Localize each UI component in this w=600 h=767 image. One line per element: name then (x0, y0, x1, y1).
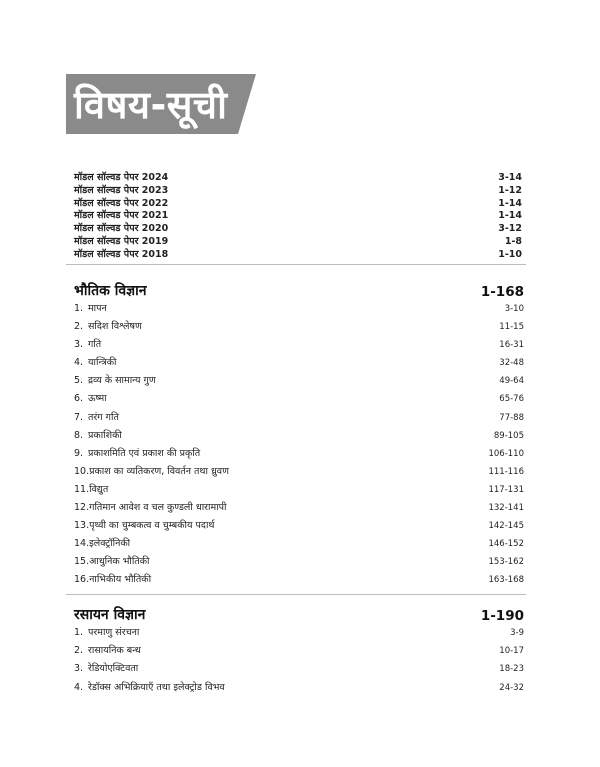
toc-item-label: इलेक्ट्रॉनिकी (89, 538, 131, 550)
toc-item-pages: 18-23 (499, 664, 524, 675)
toc-item-label: तरंग गति (88, 411, 119, 423)
chemistry-heading[interactable]: रसायन विज्ञान 1-190 (74, 607, 524, 624)
toc-item-number: 16. (74, 574, 90, 586)
model-paper-row[interactable]: मॉडल सॉल्वड पेपर 2018 1-10 (74, 248, 522, 260)
title-banner (66, 74, 256, 134)
toc-item-number: 4. (74, 681, 84, 693)
toc-item-pages: 3-9 (510, 628, 524, 638)
toc-item-pages: 117-131 (488, 484, 524, 495)
toc-item-number: 6. (74, 393, 84, 405)
toc-item[interactable] (74, 535, 524, 553)
toc-item-label: रेडियोएक्टिवता (88, 663, 139, 675)
toc-item-title (74, 445, 200, 463)
toc-item-label: पृथ्वी का चुम्बकत्व व चुम्बकीय पदार्थ (89, 520, 215, 532)
toc-item[interactable] (74, 660, 524, 678)
toc-item[interactable] (74, 517, 524, 535)
physics-heading[interactable]: भौतिक विज्ञान 1-168 (74, 283, 524, 300)
chemistry-section (74, 602, 524, 697)
toc-item-number: 3. (74, 339, 84, 351)
model-paper-row[interactable]: मॉडल सॉल्वड पेपर 2020 3-12 (74, 223, 522, 235)
toc-item[interactable] (74, 427, 524, 445)
toc-item-number: 3. (74, 663, 84, 675)
toc-item-label: प्रकाश का व्यतिकरण, विवर्तन तथा ध्रुवण (89, 465, 229, 477)
toc-item-number: 8. (74, 429, 84, 441)
toc-item-title (74, 390, 107, 408)
toc-item-pages: 132-141 (488, 503, 524, 514)
toc-item-number: 7. (74, 411, 84, 423)
toc-item-title (74, 571, 151, 589)
toc-item-label: रेडॉक्स अभिक्रियाएँ तथा इलेक्ट्रोड विभव (88, 681, 225, 693)
toc-item-title (74, 660, 138, 678)
section-divider (66, 594, 526, 595)
toc-item-title (74, 624, 139, 642)
toc-item-pages: 111-116 (488, 466, 524, 477)
toc-item-label: यान्त्रिकी (88, 357, 117, 369)
toc-item-label: ऊष्मा (88, 393, 107, 405)
toc-item-title (74, 481, 108, 499)
toc-item-title (74, 336, 101, 354)
toc-item-pages: 146-152 (488, 539, 524, 550)
chemistry-items (74, 624, 524, 697)
toc-item-label: मापन (88, 303, 107, 314)
toc-item[interactable] (74, 390, 524, 408)
toc-item-number: 5. (74, 375, 84, 387)
model-paper-row[interactable]: मॉडल सॉल्वड पेपर 2022 1-14 (74, 197, 522, 209)
toc-item[interactable] (74, 624, 524, 642)
toc-item-pages: 65-76 (499, 394, 524, 405)
toc-item-title (74, 642, 141, 660)
toc-item-pages: 49-64 (499, 376, 524, 387)
toc-item-number: 1. (74, 303, 84, 314)
toc-item-number: 2. (74, 645, 84, 657)
toc-item-label: विद्युत (89, 483, 109, 495)
toc-item-number: 1. (74, 627, 84, 638)
toc-item-title (74, 463, 229, 481)
toc-item-pages: 32-48 (499, 358, 524, 369)
toc-item[interactable] (74, 463, 524, 481)
toc-item-label: गति (88, 339, 102, 351)
toc-item-number: 15. (74, 556, 90, 568)
toc-item-label: प्रकाशमिति एवं प्रकाश की प्रकृति (88, 447, 201, 459)
toc-item-label: रासायनिक बन्ध (88, 645, 141, 657)
toc-item-number: 2. (74, 321, 84, 333)
toc-item[interactable] (74, 679, 524, 697)
toc-item-pages: 106-110 (488, 448, 524, 459)
toc-item[interactable] (74, 354, 524, 372)
toc-item-pages: 10-17 (499, 646, 524, 657)
toc-item-title (74, 679, 225, 697)
toc-item-pages: 77-88 (499, 412, 524, 423)
toc-item-title (74, 300, 107, 318)
toc-item[interactable] (74, 481, 524, 499)
model-paper-row[interactable]: मॉडल सॉल्वड पेपर 2024 3-14 (74, 172, 522, 183)
model-paper-row[interactable]: मॉडल सॉल्वड पेपर 2023 1-12 (74, 184, 522, 196)
toc-item-title (74, 318, 142, 336)
toc-item-title (74, 427, 122, 445)
toc-item-title (74, 372, 156, 390)
model-papers-list (74, 172, 522, 262)
page-title: विषय-सूची (74, 83, 228, 127)
toc-item-title (74, 553, 149, 571)
toc-item-number: 11. (74, 483, 90, 495)
toc-item[interactable] (74, 499, 524, 517)
toc-item[interactable] (74, 318, 524, 336)
toc-item-number: 4. (74, 357, 84, 369)
toc-item[interactable] (74, 336, 524, 354)
model-paper-row[interactable]: मॉडल सॉल्वड पेपर 2021 1-14 (74, 210, 522, 222)
toc-item-title (74, 499, 227, 517)
toc-item[interactable] (74, 372, 524, 390)
section-divider (66, 264, 526, 265)
toc-item[interactable] (74, 300, 524, 318)
toc-item-number: 10. (74, 465, 90, 477)
toc-item-number: 12. (74, 502, 90, 514)
toc-item-label: गतिमान आवेश व चल कुण्डली धारामापी (89, 502, 227, 514)
toc-item-number: 13. (74, 520, 90, 532)
toc-item-title (74, 354, 117, 372)
toc-item-pages: 16-31 (499, 340, 524, 351)
toc-item-pages: 89-105 (493, 430, 524, 441)
toc-item[interactable] (74, 642, 524, 660)
physics-items (74, 300, 524, 590)
physics-section (74, 278, 524, 590)
toc-item-pages: 3-10 (504, 304, 524, 314)
toc-item-label: नाभिकीय भौतिकी (89, 574, 152, 586)
toc-item-pages: 153-162 (488, 557, 524, 568)
toc-item[interactable] (74, 445, 524, 463)
toc-item-pages: 11-15 (499, 322, 524, 333)
toc-item-label: परमाणु संरचना (88, 627, 140, 638)
toc-item-title (74, 517, 214, 535)
toc-item[interactable] (74, 571, 524, 589)
toc-item[interactable] (74, 553, 524, 571)
toc-item-pages: 142-145 (488, 521, 524, 532)
toc-item-label: सदिश विश्लेषण (88, 321, 142, 333)
toc-item[interactable] (74, 409, 524, 427)
toc-item-pages: 163-168 (488, 575, 524, 586)
toc-item-title (74, 535, 130, 553)
model-paper-row[interactable]: मॉडल सॉल्वड पेपर 2019 1-8 (74, 235, 522, 247)
toc-item-pages: 24-32 (499, 682, 524, 693)
toc-item-title (74, 409, 119, 427)
toc-item-label: आधुनिक भौतिकी (89, 556, 150, 568)
toc-item-number: 9. (74, 447, 84, 459)
toc-item-label: प्रकाशिकी (88, 429, 122, 441)
toc-item-number: 14. (74, 538, 90, 550)
toc-item-label: द्रव्य के सामान्य गुण (88, 375, 156, 387)
